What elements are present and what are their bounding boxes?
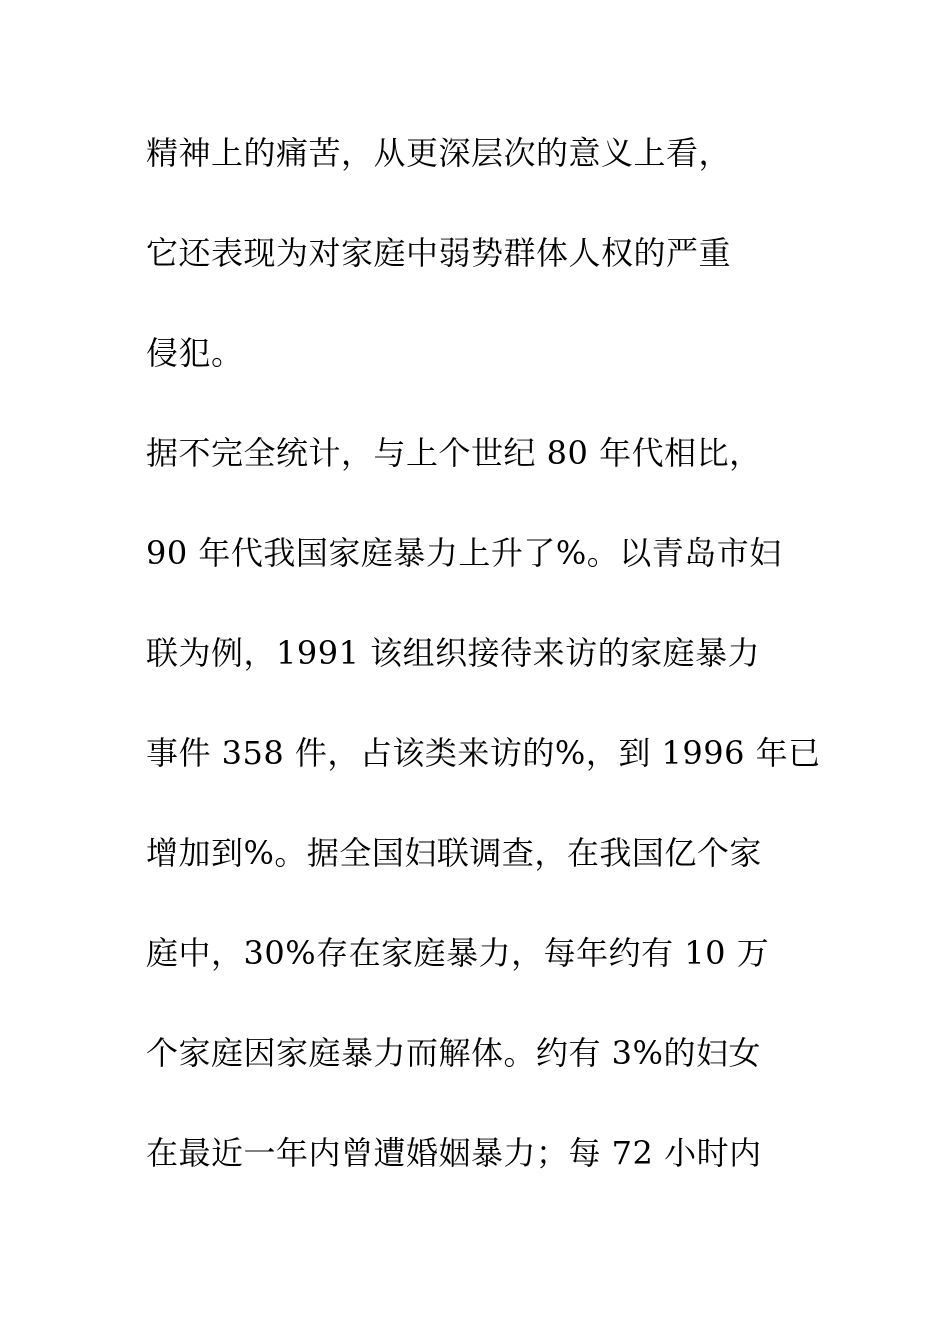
text-line: 个家庭因家庭暴力而解体。约有 3%的妇女 — [146, 1034, 761, 1072]
text-line: 精神上的痛苦，从更深层次的意义上看， — [146, 134, 732, 172]
text-line: 增加到%。据全国妇联调查，在我国亿个家 — [146, 834, 762, 872]
body-text — [146, 103, 826, 1203]
text-line: 侵犯。 — [146, 334, 244, 372]
text-line: 联为例，1991 该组织接待来访的家庭暴力 — [146, 634, 761, 672]
text-line: 90 年代我国家庭暴力上升了%。以青岛市妇 — [146, 534, 782, 572]
text-line: 据不完全统计，与上个世纪 80 年代相比， — [146, 434, 762, 472]
text-line: 在最近一年内曾遭婚姻暴力；每 72 小时内 — [146, 1134, 762, 1172]
text-line: 事件 358 件，占该类来访的%，到 1996 年已 — [146, 734, 821, 772]
text-line: 庭中，30%存在家庭暴力，每年约有 10 万 — [146, 934, 770, 972]
text-line: 它还表现为对家庭中弱势群体人权的严重 — [146, 234, 732, 272]
